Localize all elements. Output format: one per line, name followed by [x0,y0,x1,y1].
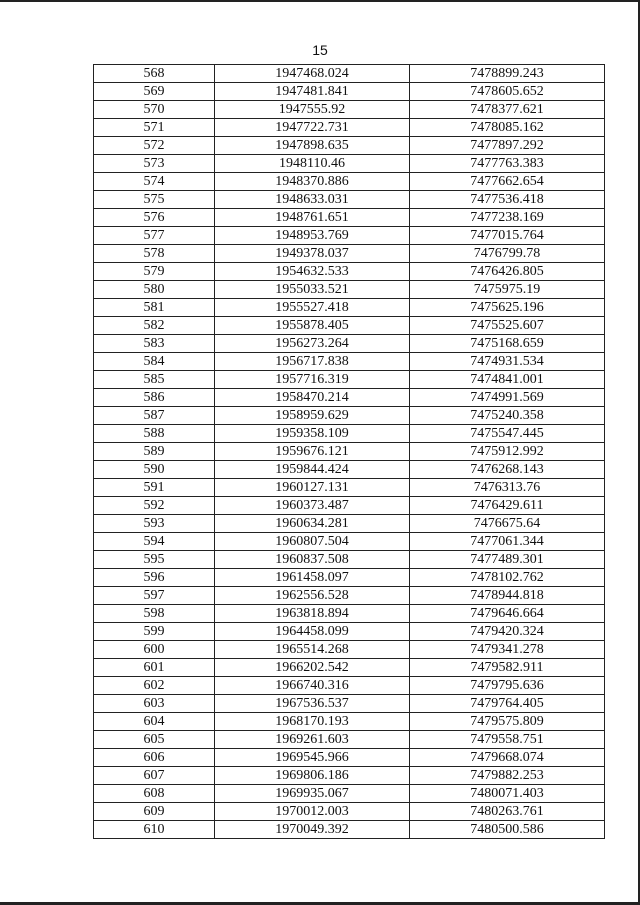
y-coordinate-cell: 7478102.762 [410,569,605,587]
y-coordinate-cell: 7477763.383 [410,155,605,173]
table-row [94,209,605,227]
y-coordinate-cell: 7479558.751 [410,731,605,749]
x-coordinate-cell: 1957716.319 [215,371,410,389]
y-coordinate-cell: 7476429.611 [410,497,605,515]
x-coordinate-cell: 1955033.521 [215,281,410,299]
y-coordinate-cell: 7474841.001 [410,371,605,389]
table-row [94,83,605,101]
table-row [94,353,605,371]
x-coordinate-cell: 1968170.193 [215,713,410,731]
y-coordinate-cell: 7480500.586 [410,821,605,839]
table-row [94,227,605,245]
table-row [94,371,605,389]
point-number-cell: 592 [94,497,215,515]
table-row [94,551,605,569]
x-coordinate-cell: 1961458.097 [215,569,410,587]
y-coordinate-cell: 7479646.664 [410,605,605,623]
y-coordinate-cell: 7479575.809 [410,713,605,731]
point-number-cell: 581 [94,299,215,317]
y-coordinate-cell: 7480263.761 [410,803,605,821]
table-row [94,155,605,173]
y-coordinate-cell: 7475912.992 [410,443,605,461]
y-coordinate-cell: 7477897.292 [410,137,605,155]
page-top-edge [0,0,640,2]
x-coordinate-cell: 1960373.487 [215,497,410,515]
point-number-cell: 597 [94,587,215,605]
point-number-cell: 569 [94,83,215,101]
point-number-cell: 571 [94,119,215,137]
y-coordinate-cell: 7474991.569 [410,389,605,407]
table-row [94,425,605,443]
table-row [94,479,605,497]
x-coordinate-cell: 1959844.424 [215,461,410,479]
point-number-cell: 598 [94,605,215,623]
table-row [94,659,605,677]
y-coordinate-cell: 7478944.818 [410,587,605,605]
point-number-cell: 600 [94,641,215,659]
x-coordinate-cell: 1960127.131 [215,479,410,497]
y-coordinate-cell: 7477015.764 [410,227,605,245]
table-row [94,713,605,731]
point-number-cell: 610 [94,821,215,839]
point-number-cell: 596 [94,569,215,587]
y-coordinate-cell: 7475168.659 [410,335,605,353]
point-number-cell: 590 [94,461,215,479]
point-number-cell: 579 [94,263,215,281]
x-coordinate-cell: 1969545.966 [215,749,410,767]
y-coordinate-cell: 7478377.621 [410,101,605,119]
y-coordinate-cell: 7477536.418 [410,191,605,209]
x-coordinate-cell: 1956717.838 [215,353,410,371]
table-row [94,173,605,191]
table-row [94,281,605,299]
point-number-cell: 585 [94,371,215,389]
x-coordinate-cell: 1948761.651 [215,209,410,227]
x-coordinate-cell: 1948633.031 [215,191,410,209]
y-coordinate-cell: 7477489.301 [410,551,605,569]
x-coordinate-cell: 1956273.264 [215,335,410,353]
table-row [94,101,605,119]
y-coordinate-cell: 7480071.403 [410,785,605,803]
y-coordinate-cell: 7478899.243 [410,65,605,83]
table-row [94,767,605,785]
x-coordinate-cell: 1959358.109 [215,425,410,443]
y-coordinate-cell: 7477662.654 [410,173,605,191]
table-row [94,641,605,659]
point-number-cell: 577 [94,227,215,245]
y-coordinate-cell: 7475625.196 [410,299,605,317]
table-row [94,65,605,83]
table-row [94,407,605,425]
coordinates-table [93,64,605,839]
table-row [94,335,605,353]
x-coordinate-cell: 1955527.418 [215,299,410,317]
table-row [94,191,605,209]
y-coordinate-cell: 7478605.652 [410,83,605,101]
point-number-cell: 575 [94,191,215,209]
point-number-cell: 570 [94,101,215,119]
point-number-cell: 591 [94,479,215,497]
x-coordinate-cell: 1948953.769 [215,227,410,245]
table-row [94,749,605,767]
point-number-cell: 606 [94,749,215,767]
point-number-cell: 574 [94,173,215,191]
table-row [94,623,605,641]
x-coordinate-cell: 1970049.392 [215,821,410,839]
x-coordinate-cell: 1948370.886 [215,173,410,191]
page-number: 15 [312,42,328,58]
x-coordinate-cell: 1962556.528 [215,587,410,605]
table-row [94,389,605,407]
point-number-cell: 604 [94,713,215,731]
point-number-cell: 595 [94,551,215,569]
table-row [94,605,605,623]
point-number-cell: 601 [94,659,215,677]
x-coordinate-cell: 1966740.316 [215,677,410,695]
point-number-cell: 586 [94,389,215,407]
table-row [94,119,605,137]
point-number-cell: 608 [94,785,215,803]
y-coordinate-cell: 7475547.445 [410,425,605,443]
y-coordinate-cell: 7479795.636 [410,677,605,695]
x-coordinate-cell: 1955878.405 [215,317,410,335]
y-coordinate-cell: 7475240.358 [410,407,605,425]
table-row [94,731,605,749]
x-coordinate-cell: 1960837.508 [215,551,410,569]
y-coordinate-cell: 7475975.19 [410,281,605,299]
y-coordinate-cell: 7476675.64 [410,515,605,533]
y-coordinate-cell: 7476268.143 [410,461,605,479]
x-coordinate-cell: 1969261.603 [215,731,410,749]
y-coordinate-cell: 7479341.278 [410,641,605,659]
y-coordinate-cell: 7478085.162 [410,119,605,137]
point-number-cell: 568 [94,65,215,83]
y-coordinate-cell: 7476313.76 [410,479,605,497]
x-coordinate-cell: 1966202.542 [215,659,410,677]
point-number-cell: 584 [94,353,215,371]
y-coordinate-cell: 7479668.074 [410,749,605,767]
y-coordinate-cell: 7475525.607 [410,317,605,335]
x-coordinate-cell: 1954632.533 [215,263,410,281]
x-coordinate-cell: 1947722.731 [215,119,410,137]
table-row [94,317,605,335]
x-coordinate-cell: 1959676.121 [215,443,410,461]
point-number-cell: 572 [94,137,215,155]
point-number-cell: 580 [94,281,215,299]
x-coordinate-cell: 1947898.635 [215,137,410,155]
y-coordinate-cell: 7476799.78 [410,245,605,263]
table-row [94,569,605,587]
point-number-cell: 589 [94,443,215,461]
x-coordinate-cell: 1949378.037 [215,245,410,263]
table-row [94,137,605,155]
point-number-cell: 583 [94,335,215,353]
y-coordinate-cell: 7479420.324 [410,623,605,641]
y-coordinate-cell: 7479882.253 [410,767,605,785]
point-number-cell: 603 [94,695,215,713]
table-row [94,803,605,821]
x-coordinate-cell: 1947555.92 [215,101,410,119]
table-row [94,695,605,713]
x-coordinate-cell: 1958959.629 [215,407,410,425]
point-number-cell: 607 [94,767,215,785]
y-coordinate-cell: 7476426.805 [410,263,605,281]
table-row [94,461,605,479]
table-row [94,821,605,839]
point-number-cell: 609 [94,803,215,821]
y-coordinate-cell: 7479764.405 [410,695,605,713]
x-coordinate-cell: 1963818.894 [215,605,410,623]
y-coordinate-cell: 7479582.911 [410,659,605,677]
x-coordinate-cell: 1964458.099 [215,623,410,641]
coordinates-table-body [94,65,605,839]
table-row [94,587,605,605]
y-coordinate-cell: 7474931.534 [410,353,605,371]
table-row [94,497,605,515]
x-coordinate-cell: 1960807.504 [215,533,410,551]
x-coordinate-cell: 1948110.46 [215,155,410,173]
table-row [94,785,605,803]
point-number-cell: 605 [94,731,215,749]
table-row [94,677,605,695]
point-number-cell: 573 [94,155,215,173]
x-coordinate-cell: 1958470.214 [215,389,410,407]
x-coordinate-cell: 1947481.841 [215,83,410,101]
table-row [94,299,605,317]
y-coordinate-cell: 7477238.169 [410,209,605,227]
point-number-cell: 582 [94,317,215,335]
table-row [94,443,605,461]
point-number-cell: 587 [94,407,215,425]
point-number-cell: 594 [94,533,215,551]
x-coordinate-cell: 1965514.268 [215,641,410,659]
point-number-cell: 599 [94,623,215,641]
table-row [94,533,605,551]
point-number-cell: 576 [94,209,215,227]
x-coordinate-cell: 1969806.186 [215,767,410,785]
table-row [94,245,605,263]
x-coordinate-cell: 1967536.537 [215,695,410,713]
x-coordinate-cell: 1970012.003 [215,803,410,821]
point-number-cell: 578 [94,245,215,263]
x-coordinate-cell: 1960634.281 [215,515,410,533]
point-number-cell: 593 [94,515,215,533]
x-coordinate-cell: 1947468.024 [215,65,410,83]
y-coordinate-cell: 7477061.344 [410,533,605,551]
point-number-cell: 588 [94,425,215,443]
table-row [94,263,605,281]
x-coordinate-cell: 1969935.067 [215,785,410,803]
table-row [94,515,605,533]
point-number-cell: 602 [94,677,215,695]
